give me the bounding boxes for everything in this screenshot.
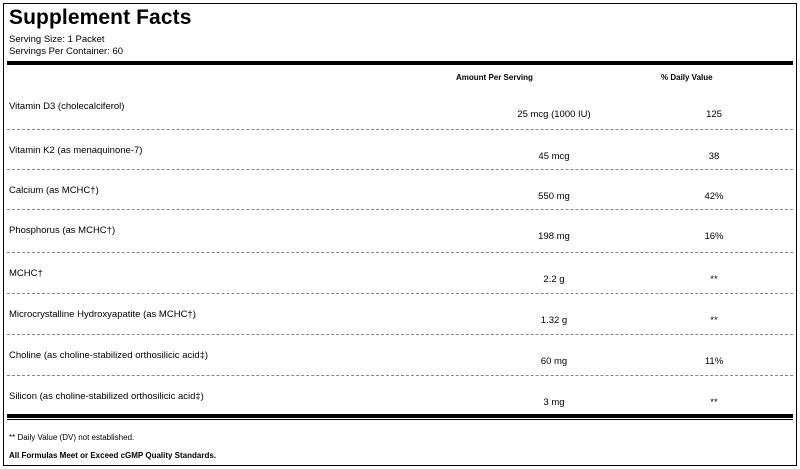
nutrient-amount: 3 mg	[543, 397, 565, 408]
amount-per-serving-header: Amount Per Serving	[456, 73, 533, 82]
nutrient-name: Microcrystalline Hydroxyapatite (as MCHC†)	[9, 309, 196, 320]
nutrient-daily-value: 11%	[704, 356, 724, 367]
nutrient-row	[4, 294, 796, 335]
nutrient-name: Silicon (as choline-stabilized orthosilicic acid‡)	[9, 391, 204, 402]
nutrient-amount: 198 mg	[538, 231, 570, 242]
nutrient-row	[4, 253, 796, 294]
nutrient-amount: 45 mcg	[538, 151, 570, 162]
panel-title: Supplement Facts	[9, 6, 192, 29]
nutrient-name: Vitamin K2 (as menaquinone-7)	[9, 145, 143, 156]
servings-per-container: Servings Per Container: 60	[9, 46, 124, 57]
daily-value-header: % Daily Value	[661, 73, 713, 82]
top-thick-rule	[7, 61, 793, 65]
nutrient-row	[4, 335, 796, 376]
nutrient-daily-value: 38	[708, 151, 720, 162]
nutrient-daily-value: **	[710, 397, 718, 408]
nutrient-row	[4, 170, 796, 210]
nutrient-row	[4, 376, 796, 414]
bottom-thick-rule	[7, 414, 793, 418]
nutrient-name: Calcium (as MCHC†)	[9, 185, 99, 196]
serving-size: Serving Size: 1 Packet	[9, 34, 105, 45]
nutrient-row	[4, 210, 796, 253]
nutrient-name: Vitamin D3 (cholecalciferol)	[9, 101, 125, 112]
footnote-cgmp: All Formulas Meet or Exceed cGMP Quality Standards.	[9, 451, 217, 460]
nutrient-amount: 2.2 g	[543, 274, 565, 285]
nutrient-amount: 60 mg	[540, 356, 568, 367]
nutrient-row	[4, 86, 796, 130]
supplement-facts-panel	[3, 3, 797, 466]
nutrient-name: Choline (as choline-stabilized orthosilicic acid‡)	[9, 350, 209, 361]
nutrient-amount: 1.32 g	[540, 315, 568, 326]
nutrient-name: Phosphorus (as MCHC†)	[9, 225, 116, 236]
nutrient-daily-value: 125	[706, 109, 722, 120]
nutrient-daily-value: 42%	[704, 191, 724, 202]
bottom-thin-rule	[7, 419, 793, 420]
nutrient-amount: 25 mcg (1000 IU)	[517, 109, 591, 120]
footnote-daily-value: ** Daily Value (DV) not established.	[9, 433, 135, 442]
nutrient-amount: 550 mg	[538, 191, 570, 202]
nutrient-daily-value: **	[710, 274, 718, 285]
nutrient-name: MCHC†	[9, 268, 43, 279]
nutrient-row	[4, 130, 796, 170]
nutrient-daily-value: 16%	[704, 231, 724, 242]
nutrient-daily-value: **	[710, 315, 718, 326]
